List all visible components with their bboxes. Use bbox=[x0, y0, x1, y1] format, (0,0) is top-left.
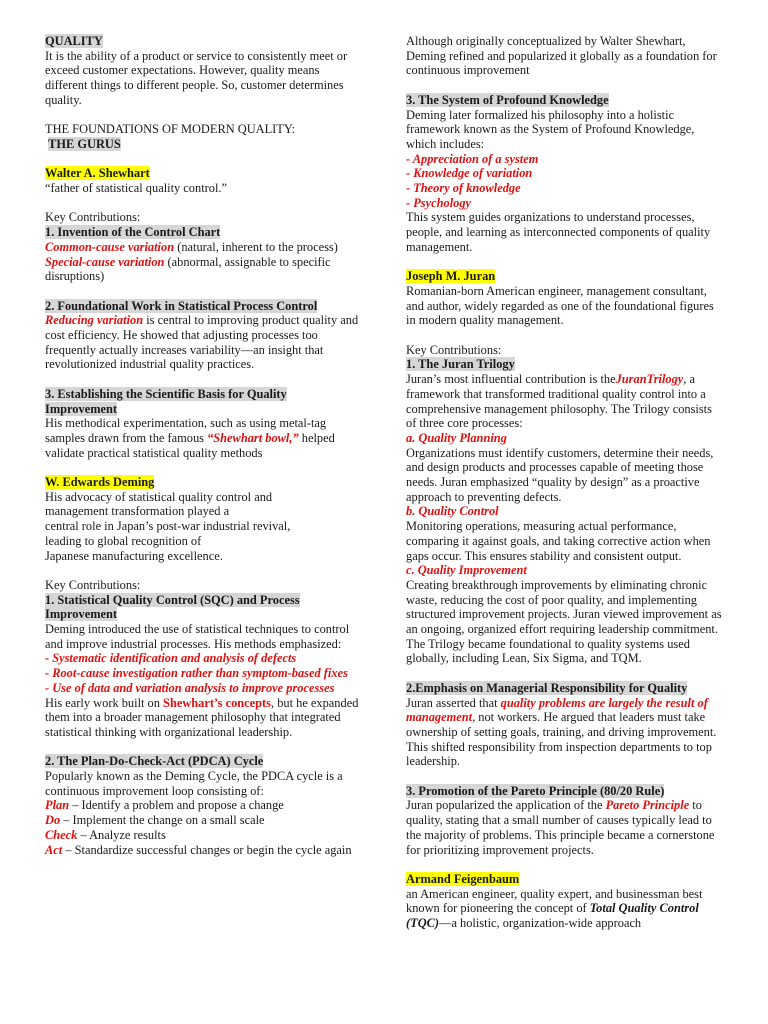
shewhart-c1-line1: Common-cause variation (natural, inherent to the process) bbox=[45, 239, 338, 254]
juran-c2-text: Juran asserted that quality problems are largely the result of management, not workers. He argued that leaders must take ownership of setting goals, training, and driving improvement. This shifted responsibility from inspection departments to top leadership. bbox=[406, 695, 717, 769]
juran-c3-title: 3. Promotion of the Pareto Principle (80/20 Rule) bbox=[406, 783, 665, 798]
sopk-bullet-2: - Knowledge of variation bbox=[406, 166, 533, 181]
gurus-heading: THE GURUS bbox=[48, 136, 121, 151]
deming-c3-title: 3. The System of Profound Knowledge bbox=[406, 92, 609, 107]
shewhart-tagline: “father of statistical quality control.” bbox=[45, 181, 228, 195]
trilogy-b-title: b. Quality Control bbox=[406, 504, 499, 519]
shewhart-key-label: Key Contributions: bbox=[45, 210, 141, 225]
deming-c1-bullet-2: - Root-cause investigation rather than symptom-based fixes bbox=[45, 666, 348, 681]
deming-pdca-continuation: Although originally conceptualized by Walter Shewhart, Deming refined and popularized it globally as a foundation for continuous improvement bbox=[406, 34, 717, 78]
trilogy-close: The Trilogy became foundational to quality systems used globally, including Lean, Six Sigma, and TQM. bbox=[406, 636, 690, 666]
trilogy-a-title: a. Quality Planning bbox=[406, 430, 507, 445]
trilogy-c-text: Creating breakthrough improvements by eliminating chronic waste, reducing the cost of poor quality, and implementing structured improvement projects. Juran viewed improvement as an ongoing, organized effort requiring leadership commitment. bbox=[406, 577, 722, 637]
juran-c2-title: 2.Emphasis on Managerial Responsibility for Quality bbox=[406, 680, 688, 695]
shewhart-name: Walter A. Shewhart bbox=[45, 166, 150, 181]
shewhart-c2-text: Reducing variation is central to improving product quality and cost efficiency. He showed that adjusting processes too frequently actually increases variability—an insight that revolutionized industrial quality practices. bbox=[45, 313, 359, 372]
sopk-bullet-3: - Theory of knowledge bbox=[406, 181, 521, 196]
pdca-act: Act – Standardize successful changes or begin the cycle again bbox=[45, 842, 352, 857]
deming-intro-2: management transformation played a bbox=[45, 504, 230, 519]
shewhart-c1-line2: Special-cause variation (abnormal, assignable to specific disruptions) bbox=[45, 254, 331, 284]
pdca-do: Do – Implement the change on a small scale bbox=[45, 813, 265, 828]
deming-c1-text: Deming introduced the use of statistical techniques to control and improve industrial processes. His methods emphasized: bbox=[45, 622, 350, 651]
quality-heading: QUALITY bbox=[45, 34, 103, 48]
deming-c3-text2: This system guides organizations to understand processes, people, and learning as interconnected components of quality management. bbox=[406, 210, 711, 254]
deming-c2-title: 2. The Plan-Do-Check-Act (PDCA) Cycle bbox=[45, 754, 264, 769]
pdca-check: Check – Analyze results bbox=[45, 827, 166, 842]
trilogy-c-title: c. Quality Improvement bbox=[406, 563, 527, 578]
pdca-plan: Plan – Identify a problem and propose a change bbox=[45, 798, 284, 813]
shewhart-c3-title: 3. Establishing the Scientific Basis for Quality Improvement bbox=[45, 386, 287, 416]
shewhart-c1-title: 1. Invention of the Control Chart bbox=[45, 225, 221, 240]
juran-intro: Romanian-born American engineer, management consultant, and author, widely regarded as one of the foundational figures in modern quality management. bbox=[406, 283, 714, 328]
foundations-title: THE FOUNDATIONS OF MODERN QUALITY: bbox=[45, 122, 296, 137]
sopk-bullet-1: - Appreciation of a system bbox=[406, 151, 539, 166]
deming-intro-3: central role in Japan’s post-war industrial revival, bbox=[45, 519, 291, 534]
deming-c1-title: 1. Statistical Quality Control (SQC) and Process Improvement bbox=[45, 592, 300, 622]
feigenbaum-intro: an American engineer, quality expert, and businessman best known for pioneering the concept of Total Quality Control (TQC)—a holistic, organization-wide approach bbox=[406, 886, 703, 931]
deming-intro-5: Japanese manufacturing excellence. bbox=[45, 548, 223, 563]
deming-name: W. Edwards Deming bbox=[45, 475, 155, 489]
sopk-bullet-4: - Psychology bbox=[406, 195, 472, 210]
deming-c1-bullet-3: - Use of data and variation analysis to improve processes bbox=[45, 680, 335, 695]
juran-name: Joseph M. Juran bbox=[406, 269, 496, 284]
juran-c3-text: Juran popularized the application of the Pareto Principle to quality, stating that a small number of causes typically lead to the majority of problems. This principle became a cornerstone for prioritizing improvement projects. bbox=[406, 798, 715, 857]
trilogy-a-text: Organizations must identify customers, determine their needs, and design products and processes capable of meeting those needs. Juran emphasized “quality by design” as a proactive approach to preventing defects. bbox=[406, 445, 714, 504]
deming-intro-1: His advocacy of statistical quality control and bbox=[45, 489, 273, 504]
deming-key-label: Key Contributions: bbox=[45, 577, 141, 592]
trilogy-b-text: Monitoring operations, measuring actual performance, comparing it against goals, and taking corrective action when gaps occur. This ensures stability and consistent output. bbox=[406, 519, 711, 563]
feigenbaum-name: Armand Feigenbaum bbox=[406, 871, 520, 886]
deming-c3-text: Deming later formalized his philosophy into a holistic framework known as the System of Profound Knowledge, which includes: bbox=[406, 107, 695, 151]
deming-c2-text: Popularly known as the Deming Cycle, the PDCA cycle is a continuous improvement loop consisting of: bbox=[45, 769, 343, 798]
juran-key-label: Key Contributions: bbox=[406, 342, 502, 357]
shewhart-c2-title: 2. Foundational Work in Statistical Process Control bbox=[45, 298, 318, 313]
deming-c1-text2: His early work built on Shewhart’s concepts, but he expanded them into a broader management philosophy that integrated statistical thinking with organizational leadership. bbox=[45, 695, 359, 739]
quality-definition: It is the ability of a product or service to consistently meet or exceed customer expectations. However, quality means different things to different people. So, customer determines quality. bbox=[45, 48, 348, 107]
shewhart-c3-text: His methodical experimentation, such as using metal-tag samples drawn from the famous “Shewhart bowl,” helped validate practical statistical quality methods bbox=[45, 416, 335, 460]
left-column bbox=[45, 34, 361, 857]
juran-c1-title: 1. The Juran Trilogy bbox=[406, 357, 515, 372]
deming-c1-bullet-1: - Systematic identification and analysis of defects bbox=[45, 651, 297, 666]
right-column bbox=[406, 34, 722, 931]
deming-intro-4: leading to global recognition of bbox=[45, 533, 202, 548]
juran-c1-text: Juran’s most influential contribution is theJuranTrilogy, a framework that transformed traditional quality control into a comprehensive management philosophy. The Trilogy consists of three core processes: bbox=[406, 372, 712, 431]
